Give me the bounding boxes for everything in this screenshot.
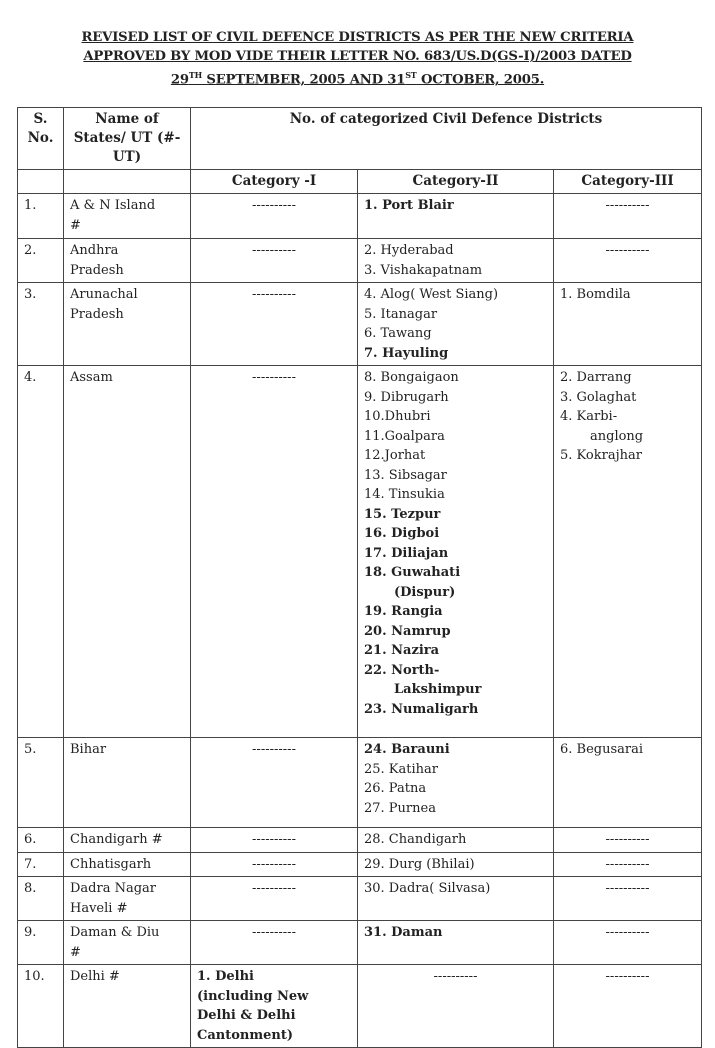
empty-dash: ---------- <box>252 925 296 940</box>
state-name-line: Haveli # <box>70 900 128 916</box>
district-item <box>364 485 547 505</box>
serial-number-cell: 4. <box>18 366 64 738</box>
district-item <box>364 344 547 364</box>
header-cat1: Category -I <box>191 170 358 194</box>
empty-dash: ---------- <box>252 742 296 757</box>
state-name-cell <box>64 828 191 853</box>
state-name-cell <box>64 194 191 239</box>
cat2-cell <box>358 239 554 283</box>
cat3-cell <box>554 283 702 366</box>
cat3-cell <box>554 877 702 921</box>
empty-dash: ---------- <box>605 969 650 984</box>
district-line: 23. Numaligarh <box>364 701 479 717</box>
cat2-cell <box>358 283 554 366</box>
serial-number-cell: 3. <box>18 283 64 366</box>
cat2-cell <box>358 828 554 853</box>
district-line: 6. Tawang <box>364 326 432 341</box>
title-line-1: REVISED LIST OF CIVIL DEFENCE DISTRICTS AS PER THE NEW CRITERIA <box>81 30 634 45</box>
cat1-cell <box>191 828 358 853</box>
serial-number-cell: 7. <box>18 852 64 877</box>
district-line: 15. Tezpur <box>364 506 441 522</box>
district-line: (including New <box>197 988 309 1004</box>
cat1-cell <box>191 877 358 921</box>
district-line: 5. Kokrajhar <box>560 448 642 463</box>
title-text: SEPTEMBER, 2005 AND 31 <box>201 72 406 88</box>
title-sup: ST <box>405 70 417 80</box>
cat3-cell <box>554 852 702 877</box>
cat3-cell <box>554 194 702 239</box>
serial-number-cell: 9. <box>18 921 64 965</box>
state-name-cell <box>64 921 191 965</box>
district-item <box>364 446 547 466</box>
cat2-cell <box>358 738 554 828</box>
cat1-cell <box>191 366 358 738</box>
cat3-cell <box>554 366 702 738</box>
table-row <box>18 828 702 853</box>
serial-number-cell: 5. <box>18 738 64 828</box>
state-name-line: A & N Island <box>70 198 156 213</box>
district-line: 27. Purnea <box>364 800 436 816</box>
cat3-cell <box>554 828 702 853</box>
state-name-cell <box>64 239 191 283</box>
district-item <box>364 622 547 642</box>
state-name-line: Chandigarh # <box>70 832 163 847</box>
district-line: 20. Namrup <box>364 623 451 639</box>
district-item <box>364 466 547 486</box>
empty-dash: ---------- <box>252 370 296 385</box>
state-name-line: Daman & Diu <box>70 925 160 940</box>
cat3-cell <box>554 921 702 965</box>
empty-dash: ---------- <box>605 243 650 258</box>
district-item <box>364 760 547 780</box>
district-item <box>364 855 547 875</box>
table-row <box>18 366 702 738</box>
district-line: 13. Sibsagar <box>364 467 447 483</box>
district-item <box>560 388 695 408</box>
state-name-line: Andhra <box>70 243 119 258</box>
district-line: 25. Katihar <box>364 761 438 777</box>
cat2-cell <box>358 965 554 1048</box>
district-line: 5. Itanagar <box>364 306 438 322</box>
header-empty <box>64 170 191 194</box>
district-item <box>364 563 547 602</box>
document-title <box>0 28 715 89</box>
empty-dash: ---------- <box>252 287 296 302</box>
district-line: 29. Durg (Bhilai) <box>364 856 475 872</box>
district-item <box>364 368 547 388</box>
table-row <box>18 239 702 283</box>
state-name-cell <box>64 366 191 738</box>
district-line: 1. Bomdila <box>560 287 631 302</box>
district-item <box>364 241 547 261</box>
district-line: 6. Begusarai <box>560 742 644 757</box>
district-line: 1. Delhi <box>197 969 254 984</box>
empty-dash: ---------- <box>605 881 650 896</box>
district-line: 2. Hyderabad <box>364 243 454 258</box>
district-item <box>364 923 547 943</box>
title-line-2: APPROVED BY MOD VIDE THEIR LETTER NO. 683/US.D(GS-I)/2003 DATED <box>83 49 632 64</box>
state-name-cell <box>64 965 191 1048</box>
table-row <box>18 965 702 1048</box>
district-item <box>560 285 695 305</box>
district-item <box>560 740 695 760</box>
district-item <box>364 879 547 899</box>
district-line: Delhi & Delhi <box>197 1008 296 1023</box>
header-group: No. of categorized Civil Defence Districts <box>191 108 702 170</box>
title-line-3 <box>0 66 715 89</box>
header-cat3: Category-III <box>554 170 702 194</box>
district-item <box>197 967 351 1045</box>
empty-dash: ---------- <box>252 881 296 896</box>
district-line: 9. Dibrugarh <box>364 389 449 405</box>
district-line: 16. Digboi <box>364 526 440 541</box>
state-name-line: # <box>70 944 81 960</box>
serial-number-cell: 1. <box>18 194 64 239</box>
empty-dash: ---------- <box>605 198 650 213</box>
state-name-cell <box>64 852 191 877</box>
header-sno: S. No. <box>18 108 64 170</box>
empty-dash: ---------- <box>605 856 650 872</box>
cat1-cell <box>191 965 358 1048</box>
cat2-cell <box>358 194 554 239</box>
district-line: 24. Barauni <box>364 742 450 757</box>
district-item <box>364 388 547 408</box>
district-item <box>364 305 547 325</box>
title-text: 29 <box>170 72 189 88</box>
serial-number-cell: 8. <box>18 877 64 921</box>
empty-dash: ---------- <box>433 969 478 984</box>
title-text: OCTOBER, 2005. <box>416 72 545 88</box>
cat1-cell <box>191 921 358 965</box>
district-line: 17. Diliajan <box>364 545 449 561</box>
table-body <box>18 194 702 1048</box>
district-item <box>364 261 547 281</box>
district-item <box>364 285 547 305</box>
cat3-cell <box>554 965 702 1048</box>
district-line: 1. Port Blair <box>364 198 454 213</box>
district-line: 18. Guwahati <box>364 565 461 580</box>
cat1-cell <box>191 738 358 828</box>
district-line: 30. Dadra( Silvasa) <box>364 881 491 896</box>
district-item <box>364 661 547 700</box>
serial-number-cell: 10. <box>18 965 64 1048</box>
state-name-line: Arunachal <box>70 287 138 302</box>
empty-dash: ---------- <box>605 832 650 847</box>
district-line: 7. Hayuling <box>364 345 449 361</box>
district-item <box>364 427 547 447</box>
cat2-cell <box>358 366 554 738</box>
district-item <box>364 544 547 564</box>
state-name-line: Assam <box>70 370 113 385</box>
district-item <box>364 740 547 760</box>
district-line: 3. Vishakapatnam <box>364 262 483 278</box>
table-row <box>18 852 702 877</box>
state-name-line: Bihar <box>70 742 107 757</box>
district-item <box>364 196 547 216</box>
district-line: Lakshimpur <box>394 682 482 697</box>
districts-table <box>17 107 702 1048</box>
cat2-cell <box>358 921 554 965</box>
state-name-cell <box>64 738 191 828</box>
district-line: 10.Dhubri <box>364 409 431 424</box>
table-row <box>18 877 702 921</box>
district-line: 14. Tinsukia <box>364 487 445 502</box>
district-line: 4. Karbi- <box>560 409 618 424</box>
state-name-line: # <box>70 217 81 233</box>
empty-dash: ---------- <box>252 198 296 213</box>
state-name-line: Pradesh <box>70 262 124 278</box>
serial-number-cell: 2. <box>18 239 64 283</box>
state-name-cell <box>64 283 191 366</box>
district-item <box>560 407 695 446</box>
cat1-cell <box>191 283 358 366</box>
district-line: 2. Darrang <box>560 370 632 385</box>
state-name-line: Chhatisgarh <box>70 856 152 872</box>
district-line: 26. Patna <box>364 781 427 796</box>
empty-dash: ---------- <box>252 243 296 258</box>
state-name-line: Pradesh <box>70 306 124 322</box>
header-cat2: Category-II <box>358 170 554 194</box>
district-line: 3. Golaghat <box>560 389 637 405</box>
district-item <box>364 779 547 799</box>
state-name-cell <box>64 877 191 921</box>
cat2-cell <box>358 877 554 921</box>
cat1-cell <box>191 194 358 239</box>
table-row <box>18 194 702 239</box>
header-row <box>18 108 702 170</box>
cat3-cell <box>554 738 702 828</box>
district-item <box>364 324 547 344</box>
district-item <box>364 700 547 720</box>
category-header-row <box>18 170 702 194</box>
empty-dash: ---------- <box>605 925 650 940</box>
header-empty <box>18 170 64 194</box>
cat3-cell <box>554 239 702 283</box>
district-line: 4. Alog( West Siang) <box>364 287 499 302</box>
district-line: Cantonment) <box>197 1027 293 1043</box>
empty-dash: ---------- <box>252 856 296 872</box>
district-item <box>364 830 547 850</box>
district-item <box>560 368 695 388</box>
district-line: 12.Jorhat <box>364 448 426 463</box>
cat2-cell <box>358 852 554 877</box>
district-line: 19. Rangia <box>364 604 443 619</box>
header-state: Name of States/ UT (#-UT) <box>64 108 191 170</box>
cat1-cell <box>191 239 358 283</box>
district-item <box>364 524 547 544</box>
cat1-cell <box>191 852 358 877</box>
district-line: 28. Chandigarh <box>364 832 467 847</box>
district-item <box>364 602 547 622</box>
table-row <box>18 283 702 366</box>
empty-dash: ---------- <box>252 832 296 847</box>
district-item <box>364 641 547 661</box>
state-name-line: Delhi # <box>70 969 120 984</box>
district-item <box>364 799 547 819</box>
serial-number-cell: 6. <box>18 828 64 853</box>
table-row <box>18 738 702 828</box>
district-line: 21. Nazira <box>364 643 440 658</box>
district-line: 8. Bongaigaon <box>364 370 459 385</box>
district-line: 11.Goalpara <box>364 428 445 444</box>
district-line: (Dispur) <box>394 584 456 600</box>
district-line: 31. Daman <box>364 925 443 940</box>
state-name-line: Dadra Nagar <box>70 881 157 896</box>
table-row <box>18 921 702 965</box>
district-item <box>560 446 695 466</box>
title-sup: TH <box>188 70 202 80</box>
district-item <box>364 505 547 525</box>
district-line: 22. North- <box>364 662 440 678</box>
district-item <box>364 407 547 427</box>
district-line: anglong <box>590 428 644 444</box>
